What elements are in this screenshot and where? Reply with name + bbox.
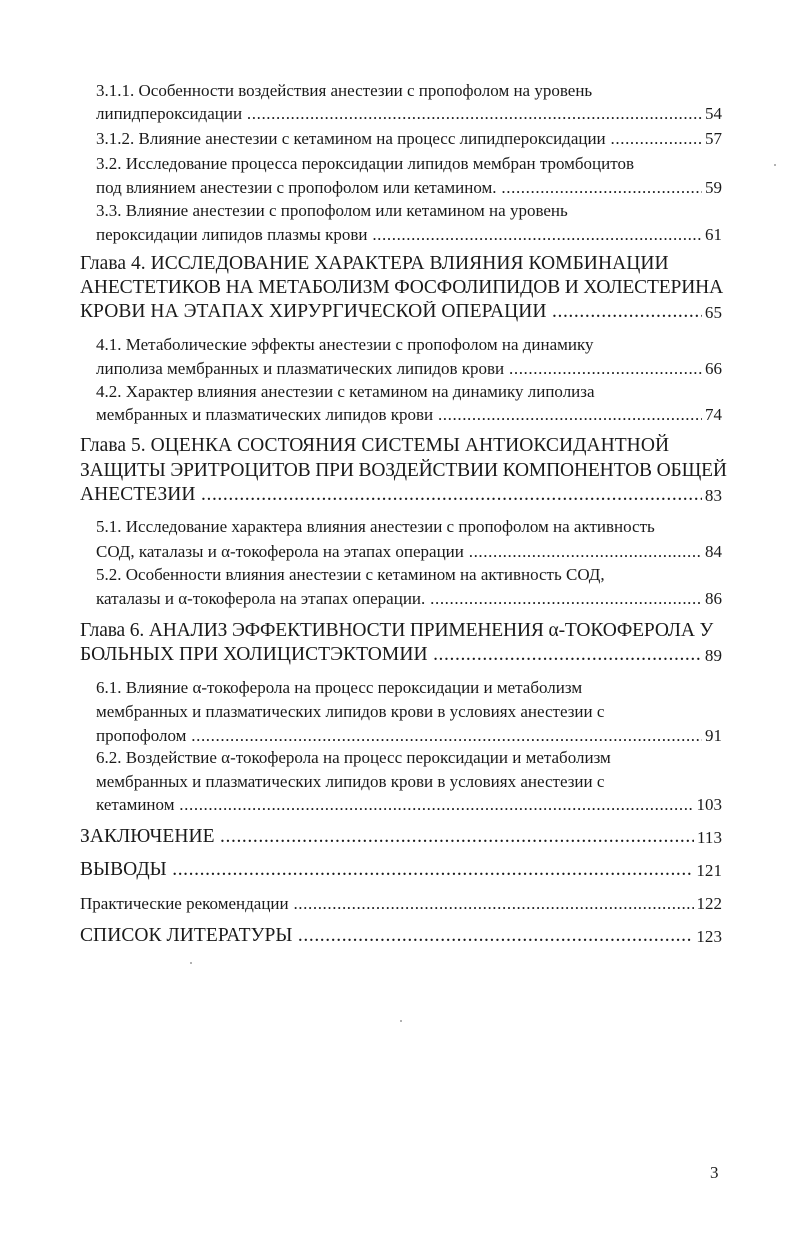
toc-entry-3-1-1-line-1: 3.1.1. Особенности воздействия анестезии с пропофолом на уровень — [96, 81, 593, 100]
toc-entry-6-1[interactable] — [96, 726, 722, 746]
toc-chapter-5[interactable] — [80, 484, 722, 506]
toc-references-title: СПИСОК ЛИТЕРАТУРЫ ..... — [80, 925, 693, 947]
toc-conclusion-title: ЗАКЛЮЧЕНИЕ ..... — [80, 826, 694, 848]
toc-entry-5-1-title: СОД, каталазы и α-токоферола на этапах операции ..... — [96, 542, 702, 562]
toc-entry-3-1-1[interactable] — [96, 104, 722, 124]
toc-entry-6-2-line-2: мембранных и плазматических липидов крови в условиях анестезии с — [96, 772, 605, 791]
toc-entry-6-2[interactable] — [96, 795, 722, 815]
toc-entry-6-1-line-2: мембранных и плазматических липидов крови в условиях анестезии с — [96, 702, 605, 721]
toc-chapter-4-line-2: АНЕСТЕТИКОВ НА МЕТАБОЛИЗМ ФОСФОЛИПИДОВ И ХОЛЕСТЕРИНА — [80, 277, 724, 298]
toc-entry-3-3-page: 61 — [705, 225, 722, 244]
toc-findings-title: ВЫВОДЫ ..... — [80, 859, 693, 881]
toc-chapter-5-line-1: Глава 5. ОЦЕНКА СОСТОЯНИЯ СИСТЕМЫ АНТИОКСИДАНТНОЙ — [80, 435, 670, 456]
toc-entry-4-2-line-1: 4.2. Характер влияния анестезии с кетамином на динамику липолиза — [96, 382, 595, 401]
toc-entry-3-2-title: под влиянием анестезии с пропофолом или кетамином. ..... — [96, 178, 702, 198]
toc-chapter-5-page: 83 — [704, 486, 722, 505]
toc-entry-5-2-page: 86 — [705, 589, 722, 608]
toc-entry-3-1-1-title: липидпероксидации ..... — [96, 104, 702, 124]
toc-conclusion-page: 113 — [696, 828, 722, 847]
toc-entry-6-2-line-1: 6.2. Воздействие α-токоферола на процесс пероксидации и метаболизм — [96, 748, 611, 767]
toc-entry-3-1-1-page: 54 — [705, 104, 722, 123]
toc-entry-4-2-page: 74 — [705, 405, 722, 424]
toc-chapter-6-line-1: Глава 6. АНАЛИЗ ЭФФЕКТИВНОСТИ ПРИМЕНЕНИЯ α-ТОКОФЕРОЛА У — [80, 620, 714, 641]
toc-entry-4-1-title: липолиза мембранных и плазматических липидов крови ..... — [96, 359, 702, 379]
toc-findings-page: 121 — [696, 861, 722, 880]
toc-entry-4-1-line-1: 4.1. Метаболические эффекты анестезии с пропофолом на динамику — [96, 335, 594, 354]
toc-entry-3-2-line-1: 3.2. Исследование процесса пероксидации липидов мембран тромбоцитов — [96, 154, 634, 173]
toc-entry-4-2-title: мембранных и плазматических липидов крови ..... — [96, 405, 702, 425]
toc-recommendations[interactable] — [80, 894, 722, 914]
toc-entry-6-1-page: 91 — [705, 726, 722, 745]
toc-chapter-4-page: 65 — [704, 303, 722, 322]
toc-entry-3-3-title: пероксидации липидов плазмы крови ..... — [96, 225, 702, 245]
toc-entry-3-1-2[interactable] — [96, 129, 722, 149]
scan-speck — [190, 962, 192, 964]
toc-findings[interactable] — [80, 859, 722, 881]
toc-entry-3-3[interactable] — [96, 225, 722, 245]
toc-references-page: 123 — [696, 927, 722, 946]
toc-entry-5-2-title: каталазы и α-токоферола на этапах операции. ..... — [96, 589, 702, 609]
toc-entry-4-2[interactable] — [96, 405, 722, 425]
toc-entry-4-1-page: 66 — [705, 359, 722, 378]
toc-entry-4-1[interactable] — [96, 359, 722, 379]
toc-conclusion[interactable] — [80, 826, 722, 848]
toc-chapter-6-page: 89 — [704, 646, 722, 665]
toc-chapter-6-title: БОЛЬНЫХ ПРИ ХОЛИЦИСТЭКТОМИИ ..... — [80, 644, 702, 666]
toc-entry-3-3-line-1: 3.3. Влияние анестезии с пропофолом или кетамином на уровень — [96, 201, 568, 220]
toc-entry-6-2-title: кетамином ..... — [96, 795, 694, 815]
toc-recommendations-page: 122 — [696, 894, 722, 913]
toc-entry-6-1-line-1: 6.1. Влияние α-токоферола на процесс пероксидации и метаболизм — [96, 678, 583, 697]
toc-entry-3-2[interactable] — [96, 178, 722, 198]
toc-references[interactable] — [80, 925, 722, 947]
scan-speck — [774, 164, 776, 166]
toc-chapter-4-title: КРОВИ НА ЭТАПАХ ХИРУРГИЧЕСКОЙ ОПЕРАЦИИ ..... — [80, 301, 702, 323]
scan-speck — [400, 1020, 402, 1022]
toc-chapter-4[interactable] — [80, 301, 722, 323]
toc-entry-3-1-2-title: 3.1.2. Влияние анестезии с кетамином на процесс липидпероксидации ..... — [96, 129, 702, 149]
toc-entry-5-1-page: 84 — [705, 542, 722, 561]
toc-entry-6-2-page: 103 — [696, 795, 722, 814]
toc-recommendations-title: Практические рекомендации ..... — [80, 894, 694, 914]
toc-entry-5-2-line-1: 5.2. Особенности влияния анестезии с кетамином на активность СОД, — [96, 565, 605, 584]
toc-entry-3-1-2-page: 57 — [705, 129, 722, 148]
toc-chapter-5-line-2: ЗАЩИТЫ ЭРИТРОЦИТОВ ПРИ ВОЗДЕЙСТВИИ КОМПОНЕНТОВ ОБЩЕЙ — [80, 460, 727, 481]
toc-entry-3-2-page: 59 — [705, 178, 722, 197]
toc-entry-6-1-title: пропофолом ..... — [96, 726, 702, 746]
toc-entry-5-1[interactable] — [96, 542, 722, 562]
toc-entry-5-2[interactable] — [96, 589, 722, 609]
toc-chapter-5-title: АНЕСТЕЗИИ ..... — [80, 484, 702, 506]
toc-chapter-6[interactable] — [80, 644, 722, 666]
toc-chapter-4-line-1: Глава 4. ИССЛЕДОВАНИЕ ХАРАКТЕРА ВЛИЯНИЯ КОМБИНАЦИИ — [80, 253, 669, 274]
toc-entry-5-1-line-1: 5.1. Исследование характера влияния анестезии с пропофолом на активность — [96, 517, 655, 536]
page-number: 3 — [710, 1163, 719, 1182]
